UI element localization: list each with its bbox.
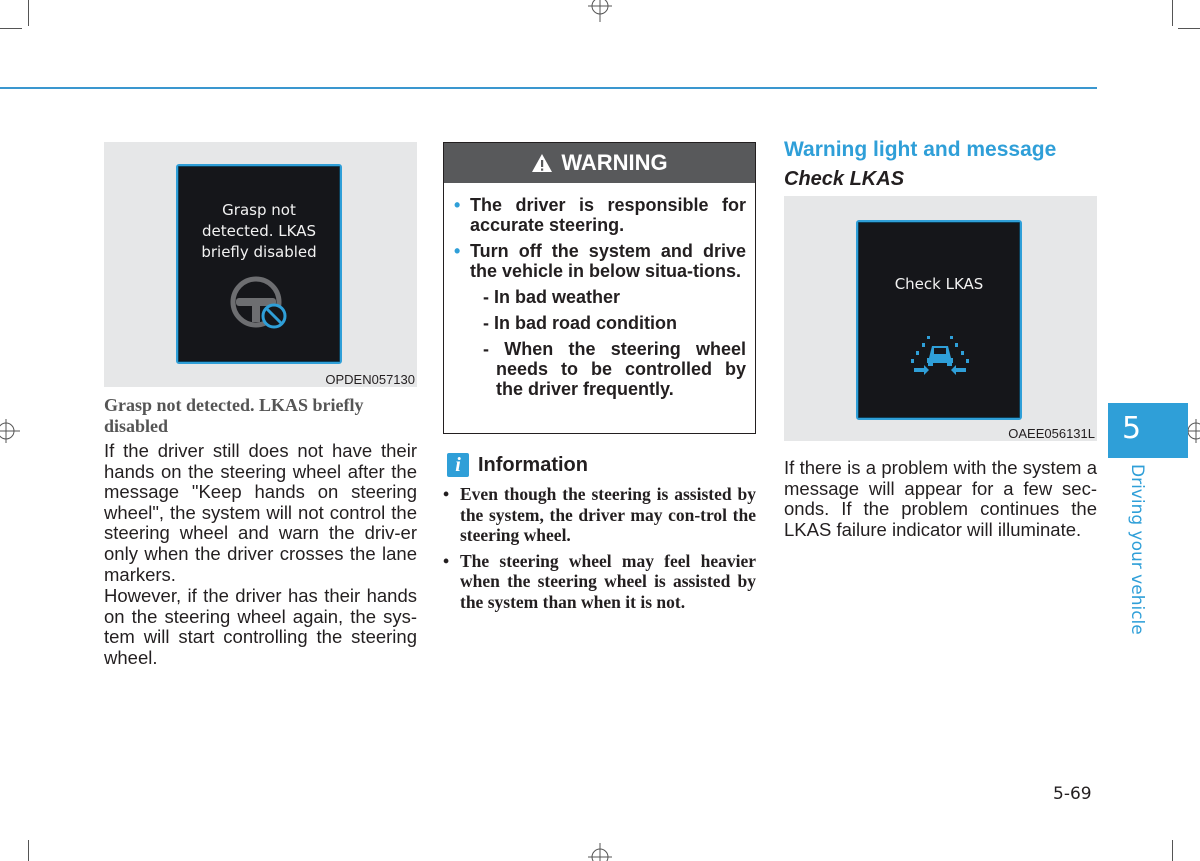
warning-item-text: Turn off the system and drive the vehicle in below situa-tions. xyxy=(470,241,746,281)
body-paragraph: If the driver still does not have their hands on the steering wheel after the message "Keep hands on steering wheel", the system will not control the steering wheel and warn the driv-er only when the driver crosses the lane markers. xyxy=(104,440,417,585)
body-paragraph: However, if the driver has their hands on the steering wheel again, the sys-tem will start controlling the steering wheel. xyxy=(104,585,417,668)
information-item xyxy=(443,484,756,546)
figure-caption xyxy=(104,395,414,437)
display-message: Check LKAS xyxy=(894,275,984,293)
warning-box xyxy=(443,142,756,434)
warning-item xyxy=(454,195,746,235)
display-message-line: briefly disabled xyxy=(201,243,317,261)
bullet-icon: • xyxy=(443,550,450,571)
figure-code: OPDEN057130 xyxy=(325,372,415,387)
bullet-icon: • xyxy=(454,195,461,215)
steering-wheel-prohibited-icon xyxy=(228,274,294,334)
warning-subitem: - In bad weather xyxy=(483,287,621,307)
figure-grasp-not-detected xyxy=(104,142,417,387)
information-item-text: The steering wheel may feel heavier when the steering wheel is assisted by the system than when it is not. xyxy=(460,550,756,612)
lkas-failure-icon xyxy=(907,332,973,376)
warning-header xyxy=(444,143,755,183)
information-item-text: Even though the steering is assisted by the system, the driver may con-trol the steering wheel. xyxy=(460,484,756,545)
chapter-number: 5 xyxy=(1122,411,1142,446)
crop-mark xyxy=(0,28,22,29)
figure-check-lkas xyxy=(784,196,1097,441)
figure-code: OAEE056131L xyxy=(1008,426,1095,441)
warning-title: WARNING xyxy=(561,150,668,175)
caption-text: Grasp not detected. LKAS briefly disabled xyxy=(104,395,364,436)
crop-mark xyxy=(1178,28,1200,29)
crop-mark xyxy=(28,0,29,26)
display-message-line: Grasp not xyxy=(222,201,296,219)
section-subheading: Check LKAS xyxy=(784,168,905,190)
registration-mark xyxy=(586,843,614,861)
crop-mark xyxy=(28,840,29,861)
bullet-icon: • xyxy=(454,241,461,261)
page-number: 5-69 xyxy=(1053,784,1092,804)
warning-list xyxy=(454,195,746,405)
cluster-display xyxy=(176,164,342,364)
information-title: Information xyxy=(478,453,588,476)
warning-item xyxy=(454,241,746,399)
body-paragraph: If there is a problem with the system a message will appear for a few sec-onds. If the problem continues the LKAS failure indicator will illuminate. xyxy=(784,457,1097,540)
info-icon: i xyxy=(447,453,469,477)
chapter-title: Driving your vehicle xyxy=(1127,464,1147,635)
warning-subitem: - In bad road condition xyxy=(483,313,677,333)
bullet-icon: • xyxy=(443,484,450,504)
crop-mark xyxy=(1172,0,1173,26)
information-header xyxy=(447,453,588,477)
registration-mark xyxy=(586,0,614,22)
display-message-line: detected. LKAS xyxy=(202,222,316,240)
information-list xyxy=(443,484,756,617)
chapter-tab xyxy=(1108,403,1188,458)
warning-subitem: - When the steering wheel needs to be controlled by the driver frequently. xyxy=(483,339,746,399)
header-rule xyxy=(0,87,1097,89)
warning-item-text: The driver is responsible for accurate steering. xyxy=(470,195,746,235)
information-item xyxy=(443,551,756,613)
crop-mark xyxy=(1172,840,1173,861)
registration-mark xyxy=(0,418,20,444)
section-heading: Warning light and message xyxy=(784,138,1057,161)
cluster-display xyxy=(856,220,1022,420)
warning-sublist xyxy=(470,287,746,399)
warning-triangle-icon xyxy=(531,153,553,173)
